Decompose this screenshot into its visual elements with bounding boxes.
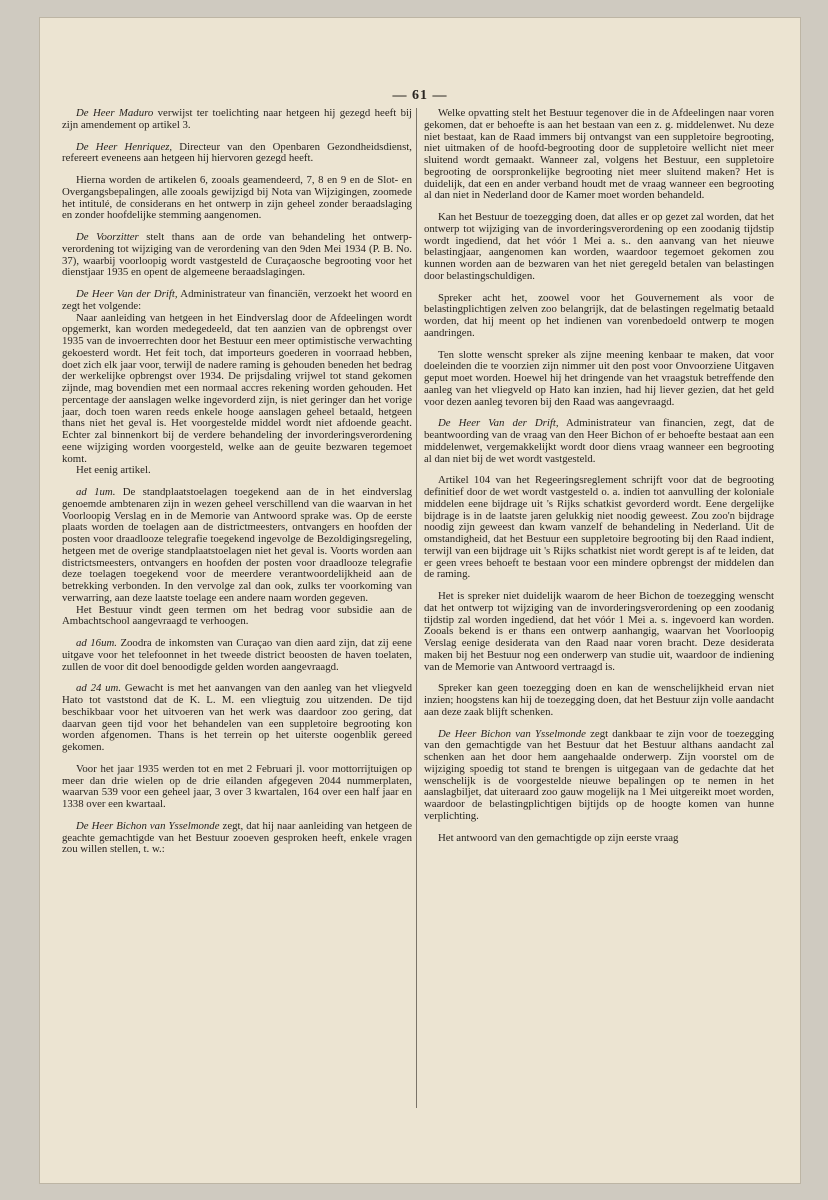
right-column: [424, 108, 774, 854]
paragraph: De Heer Bichon van Ysselmonde zegt, dat hij naar aanleiding van hetgeen de geachte gemachtigde van het Bestuur zooeven gesproken heeft, enkele vragen zou willen stellen, t. w.:: [62, 819, 413, 856]
paragraph: ad 24 um. Gewacht is met het aanvangen van den aanleg van het vliegveld Hato tot vaststond dat de K. L. M. een vliegtuig zou uitzenden. De tijd beschikbaar voor het uitvoeren van het werk was daardoor zoo gering, dat daarvan geen tijd voor het behandelen van een suppletoire begrooting kon worden afgenomen. Thans is het terrein op het uiterste oogenblik gereed gekomen.: [62, 682, 412, 753]
paragraph: ad 16um. Zoodra de inkomsten van Curaçao van dien aard zijn, dat zij eene uitgave voor het telefoonnet in het tweede district beoosten de haven toelaten, zullen de voor dit doel benoodigde gelden worden aangevraagd.: [62, 637, 412, 673]
paragraph: Naar aanleiding van hetgeen in het Eindverslag door de Afdeelingen wordt opgemerkt, kan worden medegedeeld, dat ten aanzien van de opbrengst over 1935 van de invoerrechten door het Bestuur een meer optimistische verwachting gekoesterd wordt. Het feit toch, dat importeurs goederen in voorraad hebben, doet zich elk jaar voor, terwijl de nadere raming is gehouden beneden het bedrag der werkelijke opbrengst over 1934. De prijsdaling vrijwel tot stand gekomen zijnde, mag bovendien met een normaal accres rekening worden gehouden. Het percentage der aanslagen welke ingevorderd zijn, is niet geringer dan het vorige jaar, doch toen waren reeds enkele hooge aanslagen geheel betaald, hetgeen thans niet het geval is. Het voorgestelde middel wordt niet afdoende geacht. Echter zal binnenkort bij de verdere behandeling der invorderingsverordening eene wijziging worden voorgesteld, welke aan de geuite bezwaren tegemoet komt.: [62, 311, 412, 465]
paragraph: Artikel 104 van het Regeeringsreglement schrijft voor dat de begrooting definitief door de wet wordt vastgesteld o. a. indien tot aanvulling der koloniale middelen eene bijdrage uit 's Rijks schatkist gevorderd wordt. Eene dergelijke bijdrage is in de laatste jaren gelukkig niet noodig geweest. Zou zoo'n bijdrage noodig zijn geweest dan kwam vanzelf de behandeling in Nederland. Uit de omstandigheid, dat het Bestuur een suppletoire begrooting bij den Raad indient, terwijl van een bijdrage uit 's Rijks schatkist niet wordt gerept is af te leiden, dat er geen vrees behoeft te bestaan voor een mindere opbrengst der middelen dan de raming.: [424, 474, 774, 581]
paragraph: Spreker kan geen toezegging doen en kan de wenschelijkheid ervan niet inzien; hoogstens kan hij de toezegging doen, dat het Bestuur zijn volle aandacht aan deze zaak blijft schenken.: [424, 682, 774, 718]
paragraph: Hierna worden de artikelen 6, zooals geamendeerd, 7, 8 en 9 en de Slot- en Overgangsbepalingen, alle zooals gewijzigd bij Nota van Wijzigingen, zoomede het intitulé, de considerans en het ontwerp in zijn geheel zonder beraadslaging en zonder hoofdelijke stemming aangenomen.: [62, 174, 412, 222]
paragraph: Spreker acht het, zoowel voor het Gouvernement als voor de belastingplichtigen zelven zoo belangrijk, dat de belastingen regelmatig betaald worden, dat hij meent op het indienen van vorenbedoeld ontwerp te mogen aandringen.: [424, 291, 774, 339]
paragraph: Welke opvatting stelt het Bestuur tegenover die in de Afdeelingen naar voren gekomen, dat er behoefte is aan het bestaan van een z. g. middelenwet. Nu deze niet bestaat, kan de Raad immers bij ontvangst van een suppletoire begrooting, niet uitmaken of de hoofd-begrooting door de suppletoire wellicht niet meer sluitend wordt gemaakt. Wanneer zal, volgens het Bestuur, een suppletoire begrooting de oorspronkelijke begrooting niet meer sluitend maken? Het is duidelijk, dat een en ander verband houdt met de vraag wanneer een begrooting al dan niet in Nederland door de Kamer moet worden behandeld.: [424, 107, 774, 202]
paragraph: De Heer Henriquez, Directeur van den Openbaren Gezondheidsdienst, refereert eveneens aan hetgeen hij hiervoren gezegd heeft.: [62, 140, 412, 165]
paragraph: De Heer Van der Drift, Administrateur van financiën, verzoekt het woord en zegt het volgende:: [62, 288, 412, 312]
paragraph: Ten slotte wenscht spreker als zijne meening kenbaar te maken, dat voor doeleinden die te voorzien zijn nimmer uit den post voor Onvoorziene Uitgaven geput moet worden. Hoewel hij het dringende van het vraagstuk betreffende den aanleg van het vliegveld op Hato kan inzien, had hij liever gezien, dat het geld voor dezen aanleg tevoren bij den Raad was aangevraagd.: [424, 348, 774, 408]
page-number: — 61 —: [392, 88, 448, 103]
paragraph: De Voorzitter stelt thans aan de orde van behandeling het ontwerp-verordening tot wijziging van de verordening van den 9den Mei 1934 (P. B. No. 37), waarbij voorloopig wordt vastgesteld de Curaçaosche begrooting voor het dienstjaar 1935 en opent de algemeene beraadslagingen.: [62, 231, 412, 279]
paragraph: Het antwoord van den gemachtigde op zijn eerste vraag: [438, 831, 679, 844]
document-page: [40, 18, 800, 1183]
paragraph: Het eenig artikel.: [76, 464, 151, 477]
paragraph: Voor het jaar 1935 werden tot en met 2 Februari jl. voor mottorrijtuigen op meer dan drie wielen op de drie eilanden afgegeven 2044 nummerplaten, waarvan 539 voor een geheel jaar, 3 over 3 kwartalen, 164 over een half jaar en 1338 over een kwartaal.: [62, 762, 412, 810]
paragraph: Het is spreker niet duidelijk waarom de heer Bichon de toezegging wenscht dat het ontwerp tot wijziging van de invorderingsverordening op een zoodanig tijdstip zal worden ingediend, dat het vóór 1 Mei a. s. ingevoerd kan worden. Zooals bekend is er thans een ontwerp aanhangig, waarvan het Voorloopig Verslag eenige desiderata van den Raad naar voren bracht. Deze desiderata maken bij het Bestuur nog een onderwerp van studie uit, waardoor de indiening van de Memorie van Antwoord vertraagd is.: [424, 590, 774, 673]
column-divider: [416, 108, 417, 1108]
paragraph: Het Bestuur vindt geen termen om het bedrag voor subsidie aan de Ambachtschool aangevraagd te verhoogen.: [62, 603, 412, 628]
paragraph: ad 1um. De standplaatstoelagen toegekend aan de in het eindverslag genoemde ambtenaren zijn in wezen geheel verschillend van die waarvan in het Voorloopig Verslag en in de Memorie van Antwoord sprake was. Op de eerste plaats worden de toelagen aan de districtmeesters, ontvangers en hoofden der posten voor draadlooze telegrafie toegekend ingevolge de Bezoldigingsregeling, hetgeen met de overige standplaatstoelagen niet het geval is. Voorts worden aan districtsmeesters, ontvangers en hoofden der posten voor draadlooze telegrafie deze toelagen toegekend voor de meerdere verantwoordelijkheid aan de betrekking verbonden. In den vervolge zal dan ook, zulks ter voorkoming van verwarring, aan deze laatste toelage een andere naam worden gegeven.: [62, 486, 412, 604]
paragraph: De Heer Van der Drift, Administrateur van financien, zegt, dat de beantwoording van de vraag van den Heer Bichon of er behoefte bestaat aan een middelenwet, vergemakkelijkt wordt door diens vraag wanneer een begrooting al dan niet bij de wet wordt vastgesteld.: [424, 417, 775, 465]
paragraph: De Heer Bichon van Ysselmonde zegt dankbaar te zijn voor de toezegging van den gemachtigde van het Bestuur dat het Bestuur althans aandacht zal schenken aan het door hem aangehaalde onderwerp. Zijn voorstel om de wijziging spoedig tot stand te brengen is uitgegaan van de gedachte dat het wenschelijk is de voorgestelde nieuwe bepalingen op te nemen in het aanslagbiljet, dat uiteraard zoo gauw mogelijk na 1 Mei uitgereikt moet worden, waardoor de belastingplichtigen bijtijds op de hoogte komen van hunne verplichting.: [424, 727, 774, 822]
left-column: [62, 108, 412, 866]
paragraph: De Heer Maduro verwijst ter toelichting naar hetgeen hij gezegd heeft bij zijn amendement op artikel 3.: [62, 107, 412, 131]
paragraph: Kan het Bestuur de toezegging doen, dat alles er op gezet zal worden, dat het ontwerp tot wijziging van de invorderingsverordening op een zoodanig tijdstip wordt ingediend, dat het vóór 1 Mei a. s.. den aanvang van het nieuwe belastingjaar, aangenomen kan worden, waardoor tegemoet gekomen zou kunnen worden aan de bezwaren van het niet geregeld betalen van belastingen door belastingschuldigen.: [424, 211, 774, 282]
